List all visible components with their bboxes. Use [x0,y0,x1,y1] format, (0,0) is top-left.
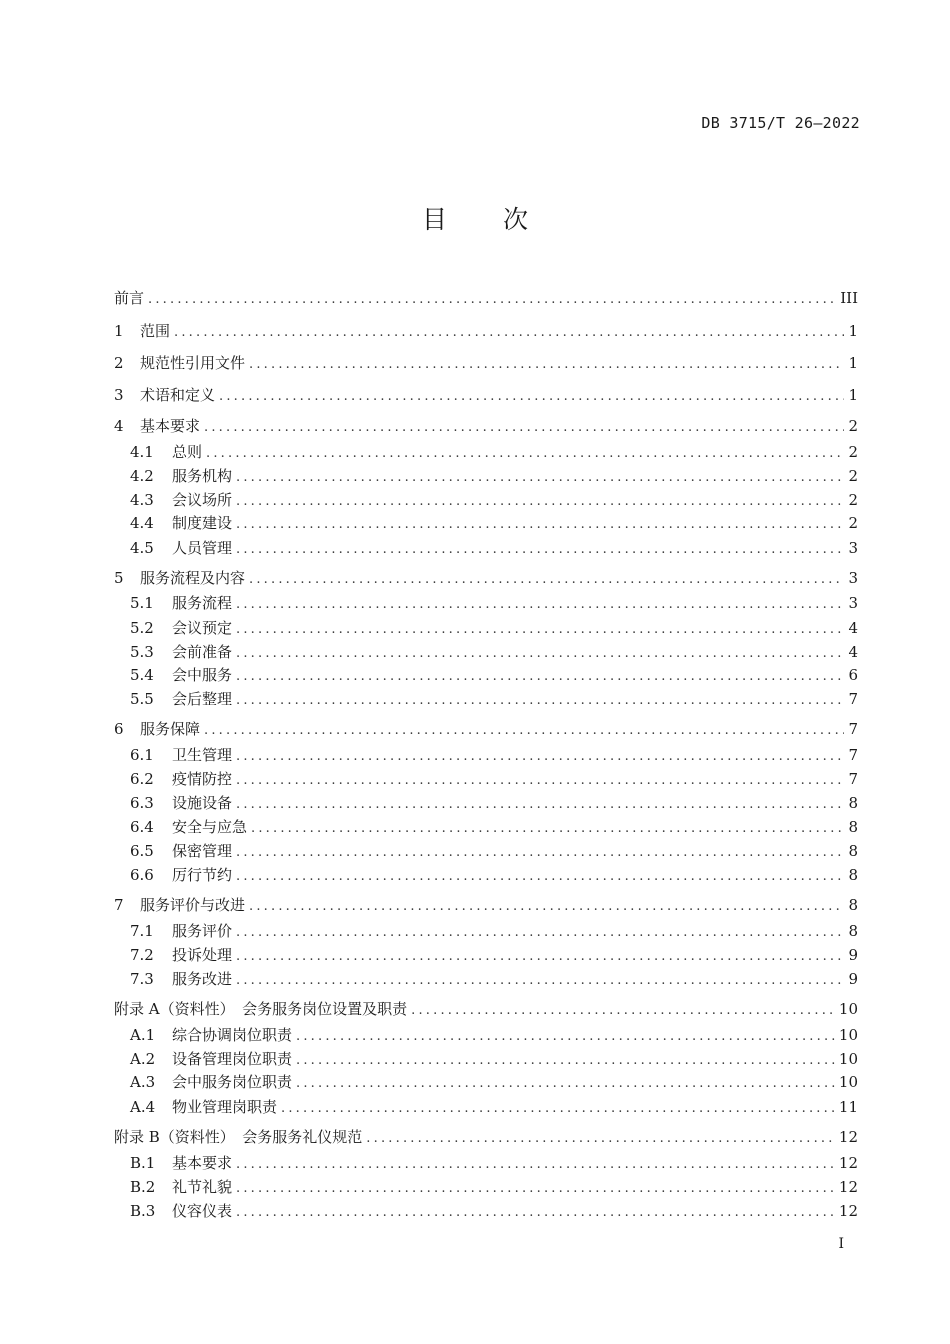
toc-leader-dots [174,323,844,343]
toc-entry-page: 4 [848,619,858,637]
toc-entry-label: 服务评价与改进 [140,896,246,914]
toc-entry-label: 范围 [140,322,171,340]
toc-entry[interactable] [130,1201,858,1223]
toc-entry-page: 10 [838,1050,858,1068]
toc-entry-page: 10 [838,1000,858,1018]
toc-entry-label: 服务机构 [172,467,233,485]
toc-leader-dots [236,667,844,687]
toc-entry[interactable] [130,513,858,535]
toc-entry-label: 制度建设 [172,514,233,532]
toc-entry-label: 卫生管理 [172,746,233,764]
toc-leader-dots [236,947,844,967]
toc-entry-number: A.1 [130,1026,156,1044]
toc-leader-dots [236,795,844,815]
toc-entry-number: 4.3 [130,491,154,509]
toc-entry-label: 会前准备 [172,643,233,661]
toc-entry-number: 5.2 [130,619,154,637]
toc-entry-label: 设施设备 [172,794,233,812]
toc-entry[interactable] [130,442,858,464]
toc-entry-number: 6.6 [130,866,154,884]
toc-leader-dots [296,1027,835,1047]
toc-leader-dots [219,387,844,407]
toc-entry-page: 8 [848,842,858,860]
toc-leader-dots [236,923,844,943]
toc-entry[interactable] [114,288,858,310]
toc-entry[interactable] [130,1097,858,1119]
toc-entry-number: 3 [114,386,124,404]
toc-entry[interactable] [130,841,858,863]
toc-leader-dots [249,570,844,590]
toc-leader-dots [236,867,844,887]
toc-entry-label: 服务流程及内容 [140,569,246,587]
toc-entry-number: 4 [114,417,124,435]
toc-entry-label: 基本要求 [140,417,201,435]
toc-entry-number: 4.2 [130,467,154,485]
toc-entry-number: 7 [114,896,124,914]
toc-entry-number: 7.1 [130,922,154,940]
toc-entry-label: 会议预定 [172,619,233,637]
toc-entry-page: 8 [848,896,858,914]
toc-entry-page: 8 [848,818,858,836]
toc-entry-number: 5.4 [130,666,154,684]
toc-entry-label: 服务保障 [140,720,201,738]
toc-entry-label: 会议场所 [172,491,233,509]
toc-entry-page: 7 [848,690,858,708]
toc-entry-label: 安全与应急 [172,818,248,836]
toc-entry[interactable] [130,490,858,512]
toc-entry-label: 会中服务 [172,666,233,684]
toc-leader-dots [236,771,844,791]
toc-leader-dots [249,897,844,917]
toc-entry-page: 8 [848,794,858,812]
toc-entry-label: 附录 B（资料性） 会务服务礼仪规范 [114,1128,363,1146]
toc-entry-label: 基本要求 [172,1154,233,1172]
toc-entry-number: 4.5 [130,539,154,557]
toc-entry-number: 7.2 [130,946,154,964]
toc-entry[interactable] [130,618,858,640]
toc-entry[interactable] [130,593,858,615]
toc-leader-dots [296,1074,835,1094]
toc-entry-page: 2 [848,443,858,461]
toc-entry-page: 3 [848,539,858,557]
toc-entry-label: 前言 [114,289,145,307]
toc-entry-label: 礼节礼貌 [172,1178,233,1196]
toc-entry[interactable] [130,1177,858,1199]
toc-entry-label: 仪容仪表 [172,1202,233,1220]
toc-leader-dots [296,1051,835,1071]
toc-entry-page: 7 [848,720,858,738]
toc-entry-number: 6.2 [130,770,154,788]
toc-leader-dots [236,1155,835,1175]
toc-entry-label: 规范性引用文件 [140,354,246,372]
toc-entry[interactable] [114,353,858,375]
toc-entry-page: 12 [838,1128,858,1146]
toc-entry[interactable] [114,385,858,407]
toc-entry-page: 8 [848,866,858,884]
toc-entry-number: 6.4 [130,818,154,836]
toc-entry-page: 12 [838,1178,858,1196]
toc-entry-number: 6.5 [130,842,154,860]
toc-entry-label: 综合协调岗位职责 [172,1026,293,1044]
toc-entry-page: 1 [848,322,858,340]
toc-entry-page: 1 [848,386,858,404]
toc-entry[interactable] [130,793,858,815]
toc-entry-label: 保密管理 [172,842,233,860]
toc-entry[interactable] [130,745,858,767]
toc-entry[interactable] [130,538,858,560]
toc-entry[interactable] [130,1025,858,1047]
page-title: 目次 [421,205,584,234]
toc-entry-label: 附录 A（资料性） 会务服务岗位设置及职责 [114,1000,408,1018]
toc-entry-number: A.2 [130,1050,156,1068]
toc-leader-dots [204,418,844,438]
toc-entry-page: 2 [848,467,858,485]
toc-leader-dots [281,1099,835,1119]
toc-entry-label: 投诉处理 [172,946,233,964]
toc-entry[interactable] [114,719,858,741]
toc-leader-dots [236,595,844,615]
toc-entry-number: B.2 [130,1178,156,1196]
page-number: I [838,1236,844,1252]
toc-entry[interactable] [130,1072,858,1094]
toc-leader-dots [236,644,844,664]
toc-entry-label: 术语和定义 [140,386,216,404]
toc-leader-dots [236,468,844,488]
toc-entry-label: 总则 [172,443,203,461]
toc-entry[interactable] [130,689,858,711]
toc-leader-dots [236,1203,835,1223]
toc-leader-dots [236,620,844,640]
toc-entry[interactable] [114,568,858,590]
toc-leader-dots [204,721,844,741]
toc-entry[interactable] [130,865,858,887]
toc-entry-number: 4.1 [130,443,154,461]
toc-entry-label: 服务评价 [172,922,233,940]
toc-leader-dots [148,290,836,310]
toc-entry-number: 5.5 [130,690,154,708]
toc-entry-page: 6 [848,666,858,684]
toc-leader-dots [206,444,844,464]
toc-entry-number: A.3 [130,1073,156,1091]
standard-code: DB 3715/T 26—2022 [701,114,860,132]
toc-leader-dots [366,1129,835,1149]
toc-entry[interactable] [114,895,858,917]
toc-leader-dots [249,355,844,375]
toc-entry-label: 设备管理岗位职责 [172,1050,293,1068]
toc-entry[interactable] [130,466,858,488]
toc-entry[interactable] [114,999,858,1021]
toc-entry-page: 7 [848,746,858,764]
toc-leader-dots [236,843,844,863]
toc-leader-dots [236,540,844,560]
toc-entry-page: 11 [838,1098,858,1116]
toc-entry-page: 1 [848,354,858,372]
toc-entry-page: 7 [848,770,858,788]
toc-entry[interactable] [130,769,858,791]
toc-entry-page: 8 [848,922,858,940]
toc-entry-label: 厉行节约 [172,866,233,884]
toc-entry[interactable] [130,1153,858,1175]
toc-entry-page: 10 [838,1026,858,1044]
toc-entry[interactable] [114,416,858,438]
toc-leader-dots [236,492,844,512]
toc-entry-label: 服务改进 [172,970,233,988]
toc-entry-label: 物业管理岗职责 [172,1098,278,1116]
toc-entry-page: 3 [848,594,858,612]
toc-entry-number: 5.1 [130,594,154,612]
toc-entry-number: 5 [114,569,124,587]
toc-entry-number: A.4 [130,1098,156,1116]
toc-entry-page: 2 [848,491,858,509]
toc-leader-dots [236,1179,835,1199]
toc-leader-dots [236,971,844,991]
toc-entry-page: 2 [848,514,858,532]
toc-entry-label: 人员管理 [172,539,233,557]
toc-entry-number: B.3 [130,1202,156,1220]
toc-entry-page: 2 [848,417,858,435]
toc-leader-dots [251,819,844,839]
toc-entry-number: 5.3 [130,643,154,661]
toc-entry-number: 1 [114,322,124,340]
toc-entry-page: III [840,289,858,307]
toc-entry-label: 会后整理 [172,690,233,708]
toc-leader-dots [411,1001,835,1021]
toc-entry-label: 服务流程 [172,594,233,612]
toc-entry-page: 9 [848,946,858,964]
toc-entry-page: 12 [838,1154,858,1172]
toc-entry[interactable] [130,665,858,687]
toc-entry[interactable] [130,642,858,664]
toc-entry[interactable] [130,1049,858,1071]
toc-entry-page: 3 [848,569,858,587]
toc-entry[interactable] [130,921,858,943]
toc-leader-dots [236,691,844,711]
toc-entry-page: 12 [838,1202,858,1220]
toc-entry-number: 6.1 [130,746,154,764]
toc-entry-page: 10 [838,1073,858,1091]
toc-entry-number: 6.3 [130,794,154,812]
toc-entry-label: 会中服务岗位职责 [172,1073,293,1091]
toc-entry-number: 2 [114,354,124,372]
toc-entry-number: 4.4 [130,514,154,532]
toc-entry-label: 疫情防控 [172,770,233,788]
toc-entry[interactable] [130,945,858,967]
toc-entry-number: B.1 [130,1154,156,1172]
toc-entry[interactable] [130,969,858,991]
toc-leader-dots [236,515,844,535]
toc-entry-number: 6 [114,720,124,738]
toc-entry[interactable] [130,817,858,839]
toc-entry[interactable] [114,321,858,343]
toc-entry[interactable] [114,1127,858,1149]
toc-entry-page: 4 [848,643,858,661]
toc-entry-page: 9 [848,970,858,988]
toc-entry-number: 7.3 [130,970,154,988]
toc-leader-dots [236,747,844,767]
